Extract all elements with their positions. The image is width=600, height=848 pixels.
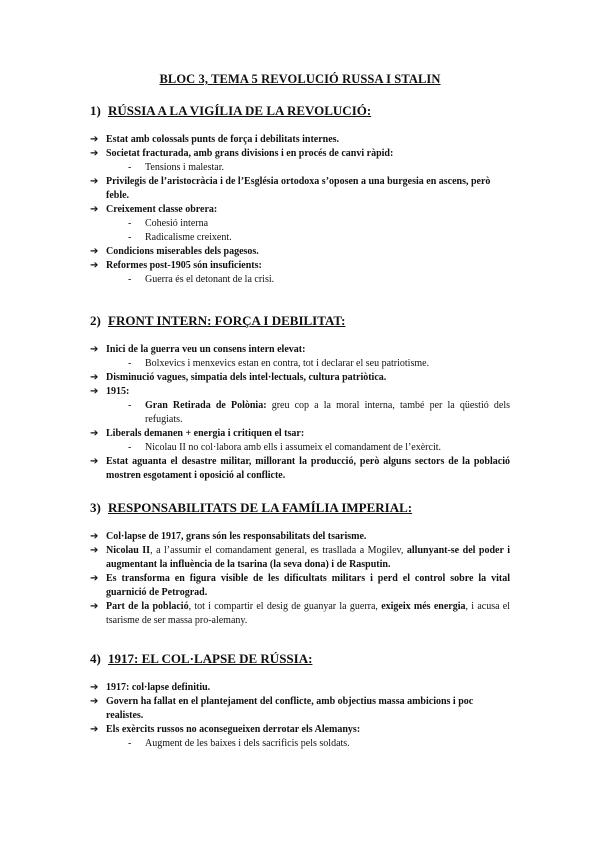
dash-bullet: - (128, 162, 132, 173)
section-number: 4) (90, 651, 101, 666)
sub-item-text: Radicalisme creixent. (145, 232, 232, 243)
bullet-text: Condicions miserables dels pagesos. (106, 246, 259, 257)
arrow-bullet-icon: ➔ (90, 601, 99, 612)
sub-item (90, 217, 510, 231)
section-title: RESPONSABILITATS DE LA FAMÍLIA IMPERIAL: (108, 500, 413, 515)
arrow-bullet-icon: ➔ (90, 344, 99, 355)
bullet-normal-a: , tot i compartir el desig de guanyar la guerra, (188, 601, 382, 612)
bullet-item (90, 133, 510, 147)
dash-bullet: - (128, 400, 132, 411)
sub-item-text: Bolxevics i menxevics estan en contra, tot i declarar el seu patriotisme. (145, 358, 430, 369)
bullet-text: Estat amb colossals punts de força i debilitats internes. (106, 134, 340, 145)
section-heading (90, 651, 510, 667)
bullet-item (90, 259, 510, 273)
sub-item (90, 737, 510, 751)
section-title: 1917: EL COL·LAPSE DE RÚSSIA: (108, 651, 313, 666)
bullet-bold-a: Part de la població (106, 601, 189, 612)
arrow-bullet-icon: ➔ (90, 531, 99, 542)
arrow-bullet-icon: ➔ (90, 696, 99, 707)
section-heading (90, 500, 510, 516)
bullet-item (90, 203, 510, 217)
section-number: 3) (90, 500, 101, 515)
bullet-item (90, 175, 510, 203)
sub-item (90, 441, 510, 455)
sub-item (90, 399, 510, 427)
section-1 (90, 103, 510, 287)
bullet-text: Els exèrcits russos no aconsegueixen derrotar els Alemanys: (106, 724, 361, 735)
sub-item-normal: greu cop a la moral interna, també per la qüestió dels refugiats. (145, 400, 510, 425)
arrow-bullet-icon: ➔ (90, 148, 99, 159)
bullet-text: Reformes post-1905 són insuficients: (106, 260, 262, 271)
dash-bullet: - (128, 738, 132, 749)
bullet-item (90, 600, 510, 628)
arrow-bullet-icon: ➔ (90, 260, 99, 271)
arrow-bullet-icon: ➔ (90, 204, 99, 215)
arrow-bullet-icon: ➔ (90, 456, 99, 467)
bullet-item (90, 695, 510, 723)
bullet-item (90, 245, 510, 259)
sub-item-text: Cohesió interna (145, 218, 209, 229)
arrow-bullet-icon: ➔ (90, 573, 99, 584)
arrow-bullet-icon: ➔ (90, 724, 99, 735)
arrow-bullet-icon: ➔ (90, 246, 99, 257)
bullet-text: Privilegis de l’aristocràcia i de l’Església ortodoxa s’oposen a una burgesia en ascens, però feble. (106, 176, 491, 201)
bullet-text: Govern ha fallat en el plantejament del conflicte, amb objectius massa ambicions i poc realistes. (106, 696, 474, 721)
bullet-text (106, 544, 510, 572)
arrow-bullet-icon: ➔ (90, 545, 99, 556)
section-4 (90, 651, 510, 751)
bullet-text: Societat fracturada, amb grans divisions i en procés de canvi ràpid: (106, 148, 394, 159)
bullet-text: 1917: col·lapse definitiu. (106, 682, 211, 693)
bullet-item (90, 572, 510, 600)
bullet-normal-a: , a l’assumir el comandament general, es trasllada a Mogilev, (150, 545, 407, 556)
bullet-item (90, 371, 510, 385)
bullet-item (90, 530, 510, 544)
arrow-bullet-icon: ➔ (90, 176, 99, 187)
document-title: BLOC 3, TEMA 5 REVOLUCIÓ RUSSA I STALIN (159, 72, 441, 86)
bullet-item (90, 544, 510, 572)
section-title: FRONT INTERN: FORÇA I DEBILITAT: (108, 313, 346, 328)
sub-item-text: Augment de les baixes i dels sacrificis pels soldats. (145, 738, 350, 749)
sub-item-text (145, 399, 510, 427)
bullet-text: Liberals demanen + energia i critiquen el tsar: (106, 428, 305, 439)
bullet-text: Inici de la guerra veu un consens intern elevat: (106, 344, 306, 355)
section-number: 1) (90, 103, 101, 118)
dash-bullet: - (128, 218, 132, 229)
bullet-text: Estat aguanta el desastre militar, millorant la producció, però alguns sectors de la població mostren esgotament i oposició al conflicte. (106, 456, 510, 481)
sub-item (90, 273, 510, 287)
section-heading (90, 103, 510, 119)
dash-bullet: - (128, 274, 132, 285)
bullet-normal-b: , i acusa el tsarisme de ser massa pro-alemany. (106, 601, 511, 626)
arrow-bullet-icon: ➔ (90, 682, 99, 693)
dash-bullet: - (128, 232, 132, 243)
sub-item (90, 161, 510, 175)
arrow-bullet-icon: ➔ (90, 428, 99, 439)
arrow-bullet-icon: ➔ (90, 134, 99, 145)
bullet-bold-a: Nicolau II (106, 545, 151, 556)
section-3 (90, 500, 510, 628)
section-heading (90, 313, 510, 329)
bullet-item (90, 147, 510, 161)
sub-item-text: Nicolau II no col·labora amb ells i assumeix el comandament de l’exèrcit. (145, 442, 442, 453)
bullet-item (90, 385, 510, 399)
bullet-text: Disminució vagues, simpatia dels intel·lectuals, cultura patriòtica. (106, 372, 387, 383)
bullet-item (90, 427, 510, 441)
bullet-text: Creixement classe obrera: (106, 204, 218, 215)
bullet-bold-b: allunyant-se del poder i augmentant la influència de la tsarina (la seva dona) i de Rasputin. (106, 545, 511, 570)
bullet-text: Col·lapse de 1917, grans són les responsabilitats del tsarisme. (106, 531, 367, 542)
section-2 (90, 313, 510, 483)
section-title: RÚSSIA A LA VIGÍLIA DE LA REVOLUCIÓ: (108, 103, 372, 118)
dash-bullet: - (128, 442, 132, 453)
sub-item (90, 357, 510, 371)
bullet-text (106, 600, 510, 628)
sub-item-bold: Gran Retirada de Polònia: (145, 400, 267, 411)
sub-item (90, 231, 510, 245)
bullet-text: 1915: (106, 386, 130, 397)
bullet-text: Es transforma en figura visible de les dificultats militars i perd el control sobre la vital guarnició de Petrograd. (106, 573, 510, 598)
bullet-item (90, 723, 510, 737)
bullet-bold-b: exigeix més energia (381, 601, 466, 612)
bullet-item (90, 681, 510, 695)
bullet-item (90, 343, 510, 357)
arrow-bullet-icon: ➔ (90, 372, 99, 383)
arrow-bullet-icon: ➔ (90, 386, 99, 397)
dash-bullet: - (128, 358, 132, 369)
sub-item-text: Guerra és el detonant de la crisi. (145, 274, 275, 285)
section-number: 2) (90, 313, 101, 328)
bullet-item (90, 455, 510, 483)
sub-item-text: Tensions i malestar. (145, 162, 225, 173)
